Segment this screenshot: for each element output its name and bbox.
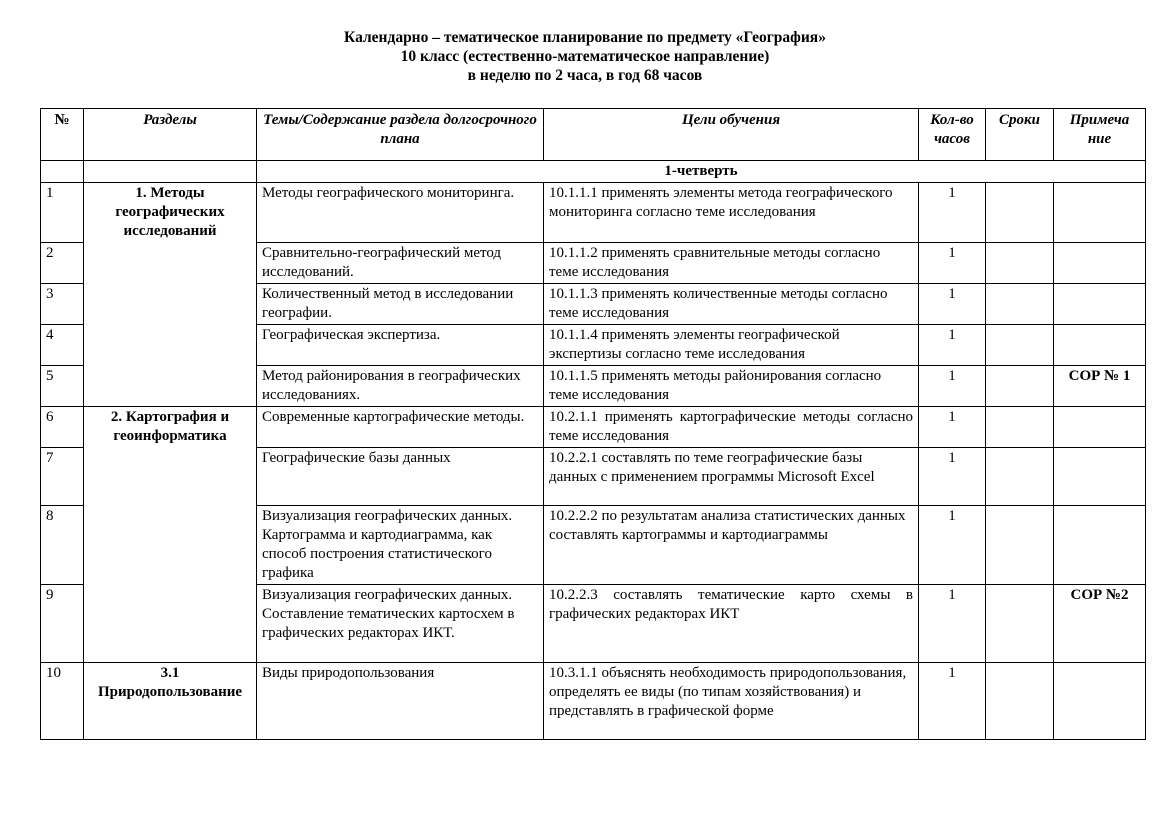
hours-cell: 1 <box>919 366 986 407</box>
quarter-row <box>41 161 1146 183</box>
planning-table <box>40 108 1146 740</box>
goal-cell: 10.2.2.2 по результатам анализа статистических данных составлять картограммы и картодиаграммы <box>544 506 919 585</box>
topic-cell: Количественный метод в исследовании географии. <box>257 284 544 325</box>
goal-cell: 10.1.1.5 применять методы районирования согласно теме исследования <box>544 366 919 407</box>
hours-cell: 1 <box>919 663 986 740</box>
row-number: 4 <box>41 325 84 366</box>
hours-cell: 1 <box>919 448 986 506</box>
header-notes: Примеча ние <box>1054 109 1146 161</box>
note-cell <box>1054 407 1146 448</box>
note-cell <box>1054 506 1146 585</box>
header-goals: Цели обучения <box>544 109 919 161</box>
term-cell <box>986 663 1054 740</box>
empty-cell <box>84 161 257 183</box>
header-num: № <box>41 109 84 161</box>
term-cell <box>986 506 1054 585</box>
note-cell <box>1054 448 1146 506</box>
section-cell: 2. Картография и геоинформатика <box>84 407 257 663</box>
document-title-line-2: 10 класс (естественно-математическое направление) <box>400 48 770 65</box>
goal-cell: 10.1.1.2 применять сравнительные методы согласно теме исследования <box>544 243 919 284</box>
note-cell <box>1054 325 1146 366</box>
header-topics: Темы/Содержание раздела долгосрочного плана <box>257 109 544 161</box>
goal-cell: 10.2.2.3 составлять тематические карто схемы в графических редакторах ИКТ <box>544 585 919 663</box>
topic-cell: Географические базы данных <box>257 448 544 506</box>
row-number: 8 <box>41 506 84 585</box>
hours-cell: 1 <box>919 183 986 243</box>
table-row <box>41 183 1146 243</box>
note-cell <box>1054 183 1146 243</box>
hours-cell: 1 <box>919 284 986 325</box>
document-title-line-1: Календарно – тематическое планирование по предмету «География» <box>344 29 826 46</box>
topic-cell: Методы географического мониторинга. <box>257 183 544 243</box>
hours-cell: 1 <box>919 506 986 585</box>
section-cell: 3.1 Природопользование <box>84 663 257 740</box>
topic-cell: Современные картографические методы. <box>257 407 544 448</box>
quarter-label: 1-четверть <box>257 161 1146 183</box>
note-cell <box>1054 284 1146 325</box>
term-cell <box>986 366 1054 407</box>
header-sections: Разделы <box>84 109 257 161</box>
header-hours: Кол-во часов <box>919 109 986 161</box>
row-number: 1 <box>41 183 84 243</box>
note-cell: СОР № 1 <box>1054 366 1146 407</box>
term-cell <box>986 243 1054 284</box>
topic-cell: Сравнительно-географический метод исследований. <box>257 243 544 284</box>
term-cell <box>986 448 1054 506</box>
note-cell: СОР №2 <box>1054 585 1146 663</box>
header-row <box>41 109 1146 161</box>
row-number: 6 <box>41 407 84 448</box>
hours-cell: 1 <box>919 585 986 663</box>
row-number: 3 <box>41 284 84 325</box>
topic-cell: Географическая экспертиза. <box>257 325 544 366</box>
hours-cell: 1 <box>919 325 986 366</box>
topic-cell: Визуализация географических данных. Составление тематических картосхем в графических редакторах ИКТ. <box>257 585 544 663</box>
term-cell <box>986 407 1054 448</box>
document-title-line-3: в неделю по 2 часа, в год 68 часов <box>467 67 703 84</box>
table-row <box>41 663 1146 740</box>
hours-cell: 1 <box>919 243 986 284</box>
hours-cell: 1 <box>919 407 986 448</box>
note-cell <box>1054 243 1146 284</box>
note-cell <box>1054 663 1146 740</box>
goal-cell: 10.1.1.4 применять элементы географической экспертизы согласно теме исследования <box>544 325 919 366</box>
goal-cell: 10.3.1.1 объяснять необходимость природопользования, определять ее виды (по типам хозяйствования) и представлять в графической форме <box>544 663 919 740</box>
goal-cell: 10.1.1.3 применять количественные методы согласно теме исследования <box>544 284 919 325</box>
goal-cell: 10.1.1.1 применять элементы метода географического мониторинга согласно теме исследования <box>544 183 919 243</box>
section-cell: 1. Методы географических исследований <box>84 183 257 407</box>
topic-cell: Визуализация географических данных. Картограмма и картодиаграмма, как способ построения статистического графика <box>257 506 544 585</box>
row-number: 5 <box>41 366 84 407</box>
row-number: 10 <box>41 663 84 740</box>
goal-cell: 10.2.2.1 составлять по теме географические базы данных с применением программы Microsoft Excel <box>544 448 919 506</box>
row-number: 9 <box>41 585 84 663</box>
topic-cell: Виды природопользования <box>257 663 544 740</box>
empty-cell <box>41 161 84 183</box>
header-terms: Сроки <box>986 109 1054 161</box>
row-number: 2 <box>41 243 84 284</box>
goal-cell: 10.2.1.1 применять картографические методы согласно теме исследования <box>544 407 919 448</box>
term-cell <box>986 284 1054 325</box>
topic-cell: Метод районирования в географических исследованиях. <box>257 366 544 407</box>
document-title <box>0 28 1170 85</box>
table-row <box>41 407 1146 448</box>
term-cell <box>986 325 1054 366</box>
row-number: 7 <box>41 448 84 506</box>
term-cell <box>986 585 1054 663</box>
term-cell <box>986 183 1054 243</box>
